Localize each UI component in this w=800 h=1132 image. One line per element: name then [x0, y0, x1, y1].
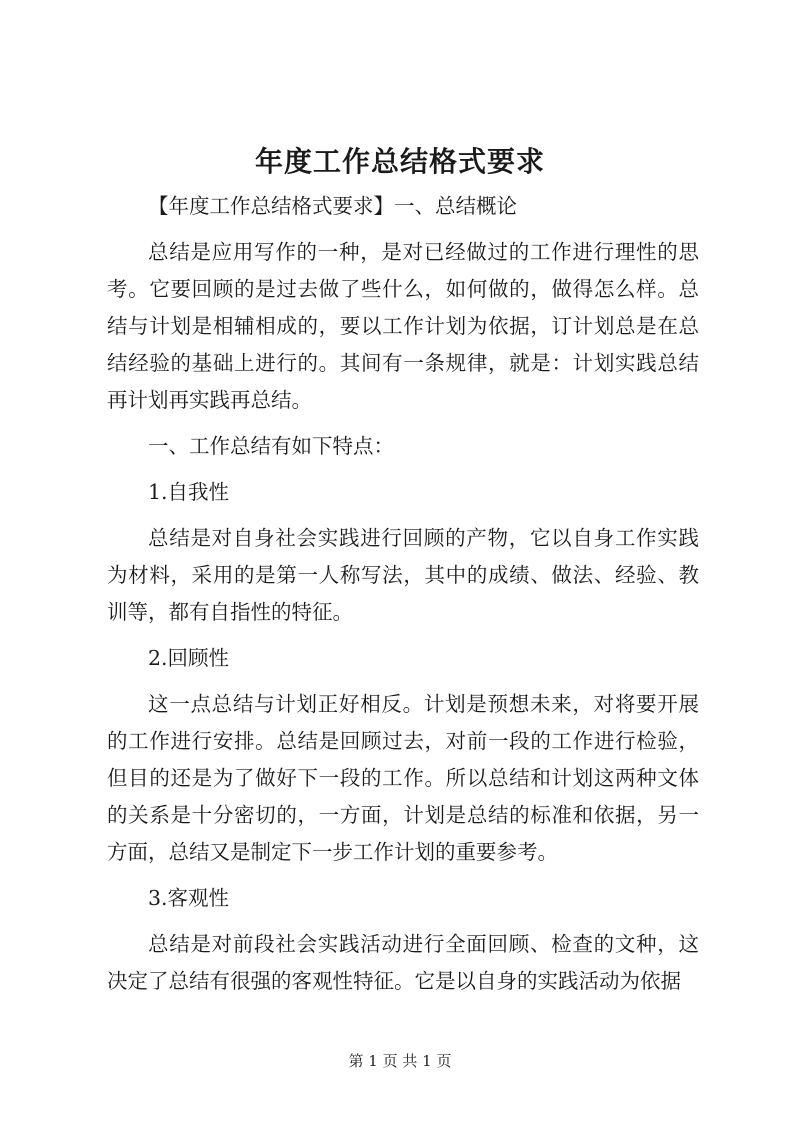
paragraph-overview: 总结是应用写作的一种，是对已经做过的工作进行理性的思考。它要回顾的是过去做了些什么，如何做的，做得怎么样。总结与计划是相辅相成的，要以工作计划为依据，订计划总是在总结经验的基础上进行的。其间有一条规律，就是：计划实践总结再计划再实践再总结。: [107, 240, 699, 412]
subheading-self: 1.自我性: [148, 480, 230, 504]
paragraph-self: 总结是对自身社会实践进行回顾的产物，它以自身工作实践为材料，采用的是第一人称写法，其中的成绩、做法、经验、教训等，都有自指性的特征。: [107, 526, 699, 624]
subheading-review: 2.回顾性: [148, 646, 230, 670]
page-footer: 第 1 页 共 1 页: [348, 1052, 452, 1070]
paragraph-intro-heading: 【年度工作总结格式要求】一、总结概论: [148, 194, 517, 218]
subheading-objective: 3.客观性: [148, 886, 230, 910]
section-heading-features: 一、工作总结有如下特点：: [148, 434, 394, 458]
paragraph-review: 这一点总结与计划正好相反。计划是预想未来，对将要开展的工作进行安排。总结是回顾过去，对前一段的工作进行检验，但目的还是为了做好下一段的工作。所以总结和计划这两种文体的关系是十分密切的，一方面，计划是总结的标准和依据，另一方面，总结又是制定下一步工作计划的重要参考。: [107, 692, 699, 864]
document-body: [107, 188, 699, 1009]
paragraph-objective: 总结是对前段社会实践活动进行全面回顾、检查的文种，这决定了总结有很强的客观性特征。它是以自身的实践活动为依据: [107, 932, 699, 993]
document-title: 年度工作总结格式要求: [254, 145, 545, 178]
